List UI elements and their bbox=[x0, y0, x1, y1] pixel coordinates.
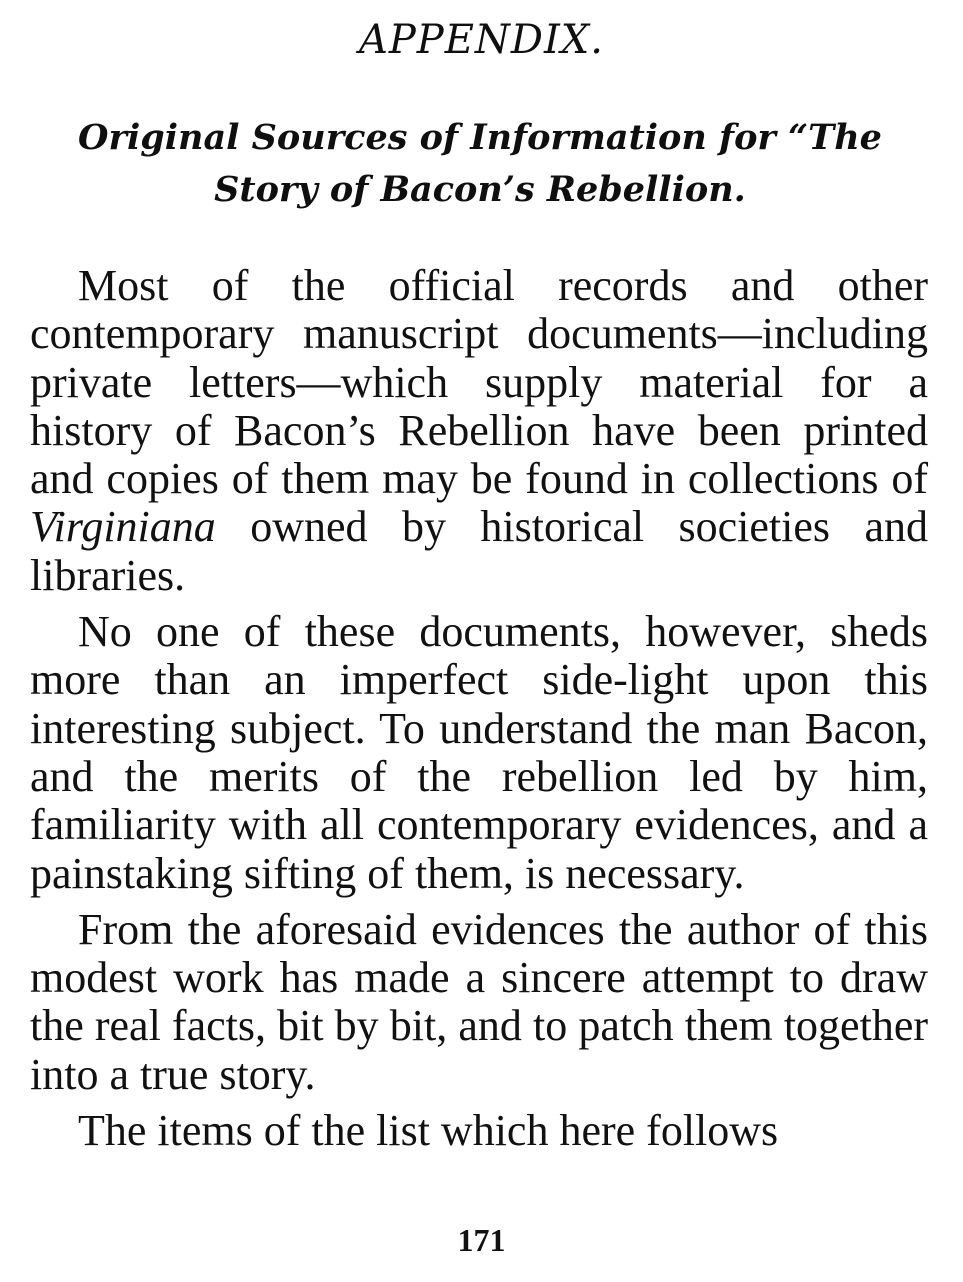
paragraph-2: No one of these documents, however, sheds more than an imperfect side-light upon this interesting subject. To understand the man Bacon, and the merits of the rebellion led by him, familiarity with all contemporary evidences, and a painstaking sifting of them, is necessary. bbox=[30, 607, 928, 898]
paragraph-1 bbox=[30, 262, 928, 600]
body-text bbox=[30, 262, 928, 1163]
paragraph-3: From the aforesaid evidences the author of this modest work has made a sincere attempt to draw the real facts, bit by bit, and to patch them together into a true story. bbox=[30, 904, 928, 1099]
page-number: 171 bbox=[457, 1222, 506, 1258]
paragraph-1-emphasis: Virginiana bbox=[30, 502, 216, 552]
paragraph-1-text-after: owned by historical societies and libraries. bbox=[30, 502, 928, 600]
appendix-heading: APPENDIX. bbox=[359, 17, 604, 63]
paragraph-1-text-before: Most of the official records and other contemporary manuscript documents—including private letters—which supply material for a history of Bacon’s Rebellion have been printed and copies of them may be found in collections of bbox=[30, 261, 928, 504]
appendix-subheading: Original Sources of Information for “The Story of Bacon’s Rebellion. bbox=[78, 117, 882, 210]
paragraph-4: The items of the list which here follows bbox=[78, 1106, 779, 1156]
